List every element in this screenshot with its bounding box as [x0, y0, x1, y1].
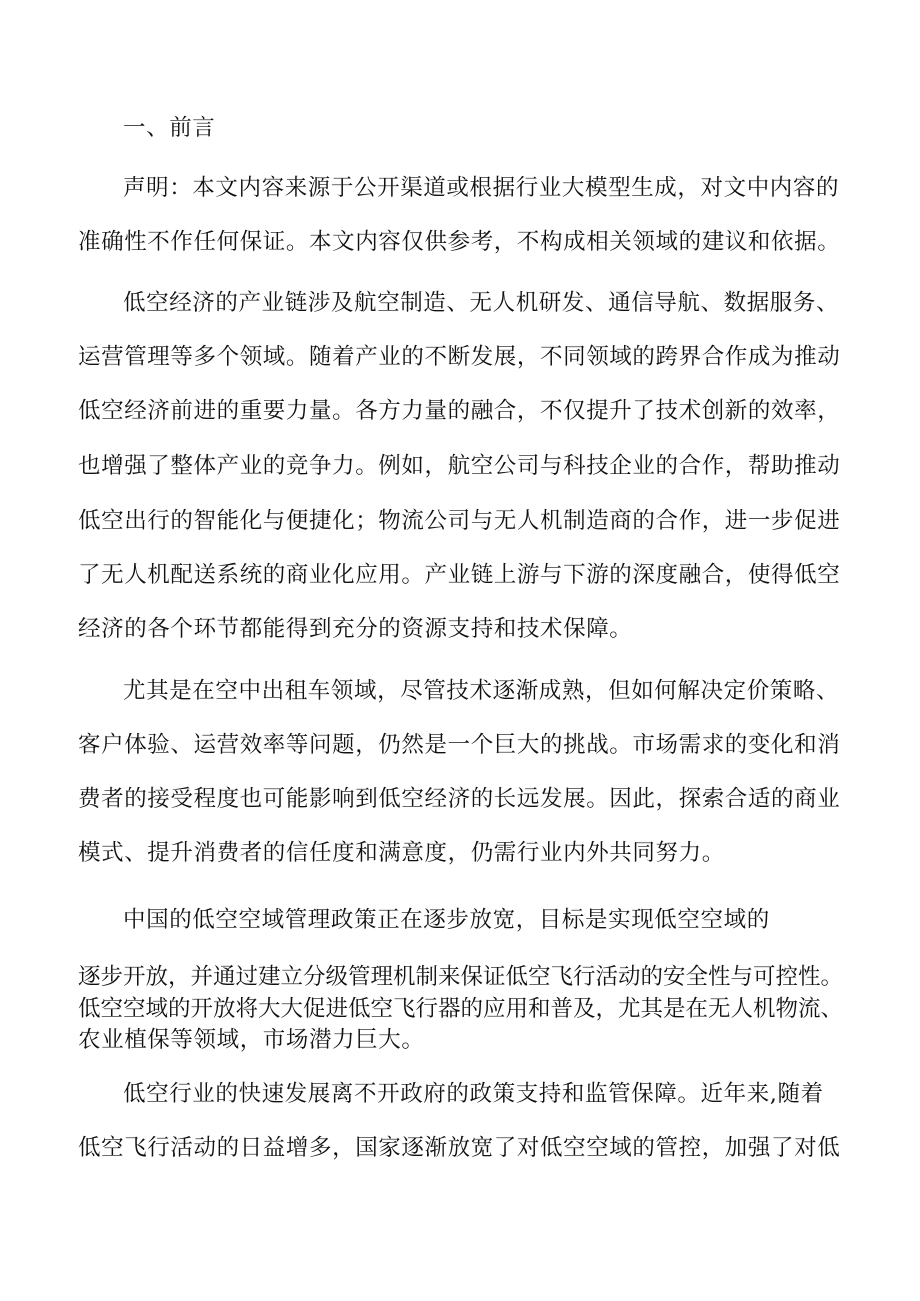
text-line: 了无人机配送系统的商业化应用。产业链上游与下游的深度融合，使得低空 [78, 562, 841, 588]
text-line: 经济的各个环节都能得到充分的资源支持和技术保障。 [78, 616, 633, 642]
text-line: 低空空域的开放将大大促进低空飞行器的应用和普及，尤其是在无人机物流、 [78, 996, 844, 1022]
section-heading: 一、前言 [123, 115, 216, 141]
text-line: 低空经济前进的重要力量。各方力量的融合，不仅提升了技术创新的效率， [78, 398, 841, 424]
text-line: 模式、提升消费者的信任度和满意度，仍需行业内外共同努力。 [78, 840, 725, 866]
text-line: 声明：本文内容来源于公开渠道或根据行业大模型生成，对文中内容的 [123, 175, 840, 201]
text-line: 准确性不作任何保证。本文内容仅供参考，不构成相关领域的建议和依据。 [78, 229, 841, 255]
text-line: 低空行业的快速发展离不开政府的政策支持和监管保障。近年来,随着 [123, 1081, 824, 1107]
text-line: 低空出行的智能化与便捷化；物流公司与无人机制造商的合作，进一步促进 [78, 508, 841, 534]
text-line: 运营管理等多个领域。随着产业的不断发展，不同领域的跨界合作成为推动 [78, 344, 841, 370]
text-line: 中国的低空空域管理政策正在逐步放宽，目标是实现低空空域的 [123, 907, 770, 933]
text-line: 低空经济的产业链涉及航空制造、无人机研发、通信导航、数据服务、 [123, 290, 840, 316]
text-line: 逐步开放，并通过建立分级管理机制来保证低空飞行活动的安全性与可控性。 [78, 964, 844, 990]
text-line: 农业植保等领域，市场潜力巨大。 [78, 1027, 425, 1053]
text-line: 尤其是在空中出租车领域，尽管技术逐渐成熟，但如何解决定价策略、 [123, 678, 840, 704]
text-line: 客户体验、运营效率等问题，仍然是一个巨大的挑战。市场需求的变化和消 [78, 732, 841, 758]
text-line: 也增强了整体产业的竞争力。例如，航空公司与科技企业的合作，帮助推动 [78, 453, 841, 479]
text-line: 低空飞行活动的日益增多，国家逐渐放宽了对低空空域的管控，加强了对低 [78, 1135, 841, 1161]
text-line: 费者的接受程度也可能影响到低空经济的长远发展。因此，探索合适的商业 [78, 786, 841, 812]
